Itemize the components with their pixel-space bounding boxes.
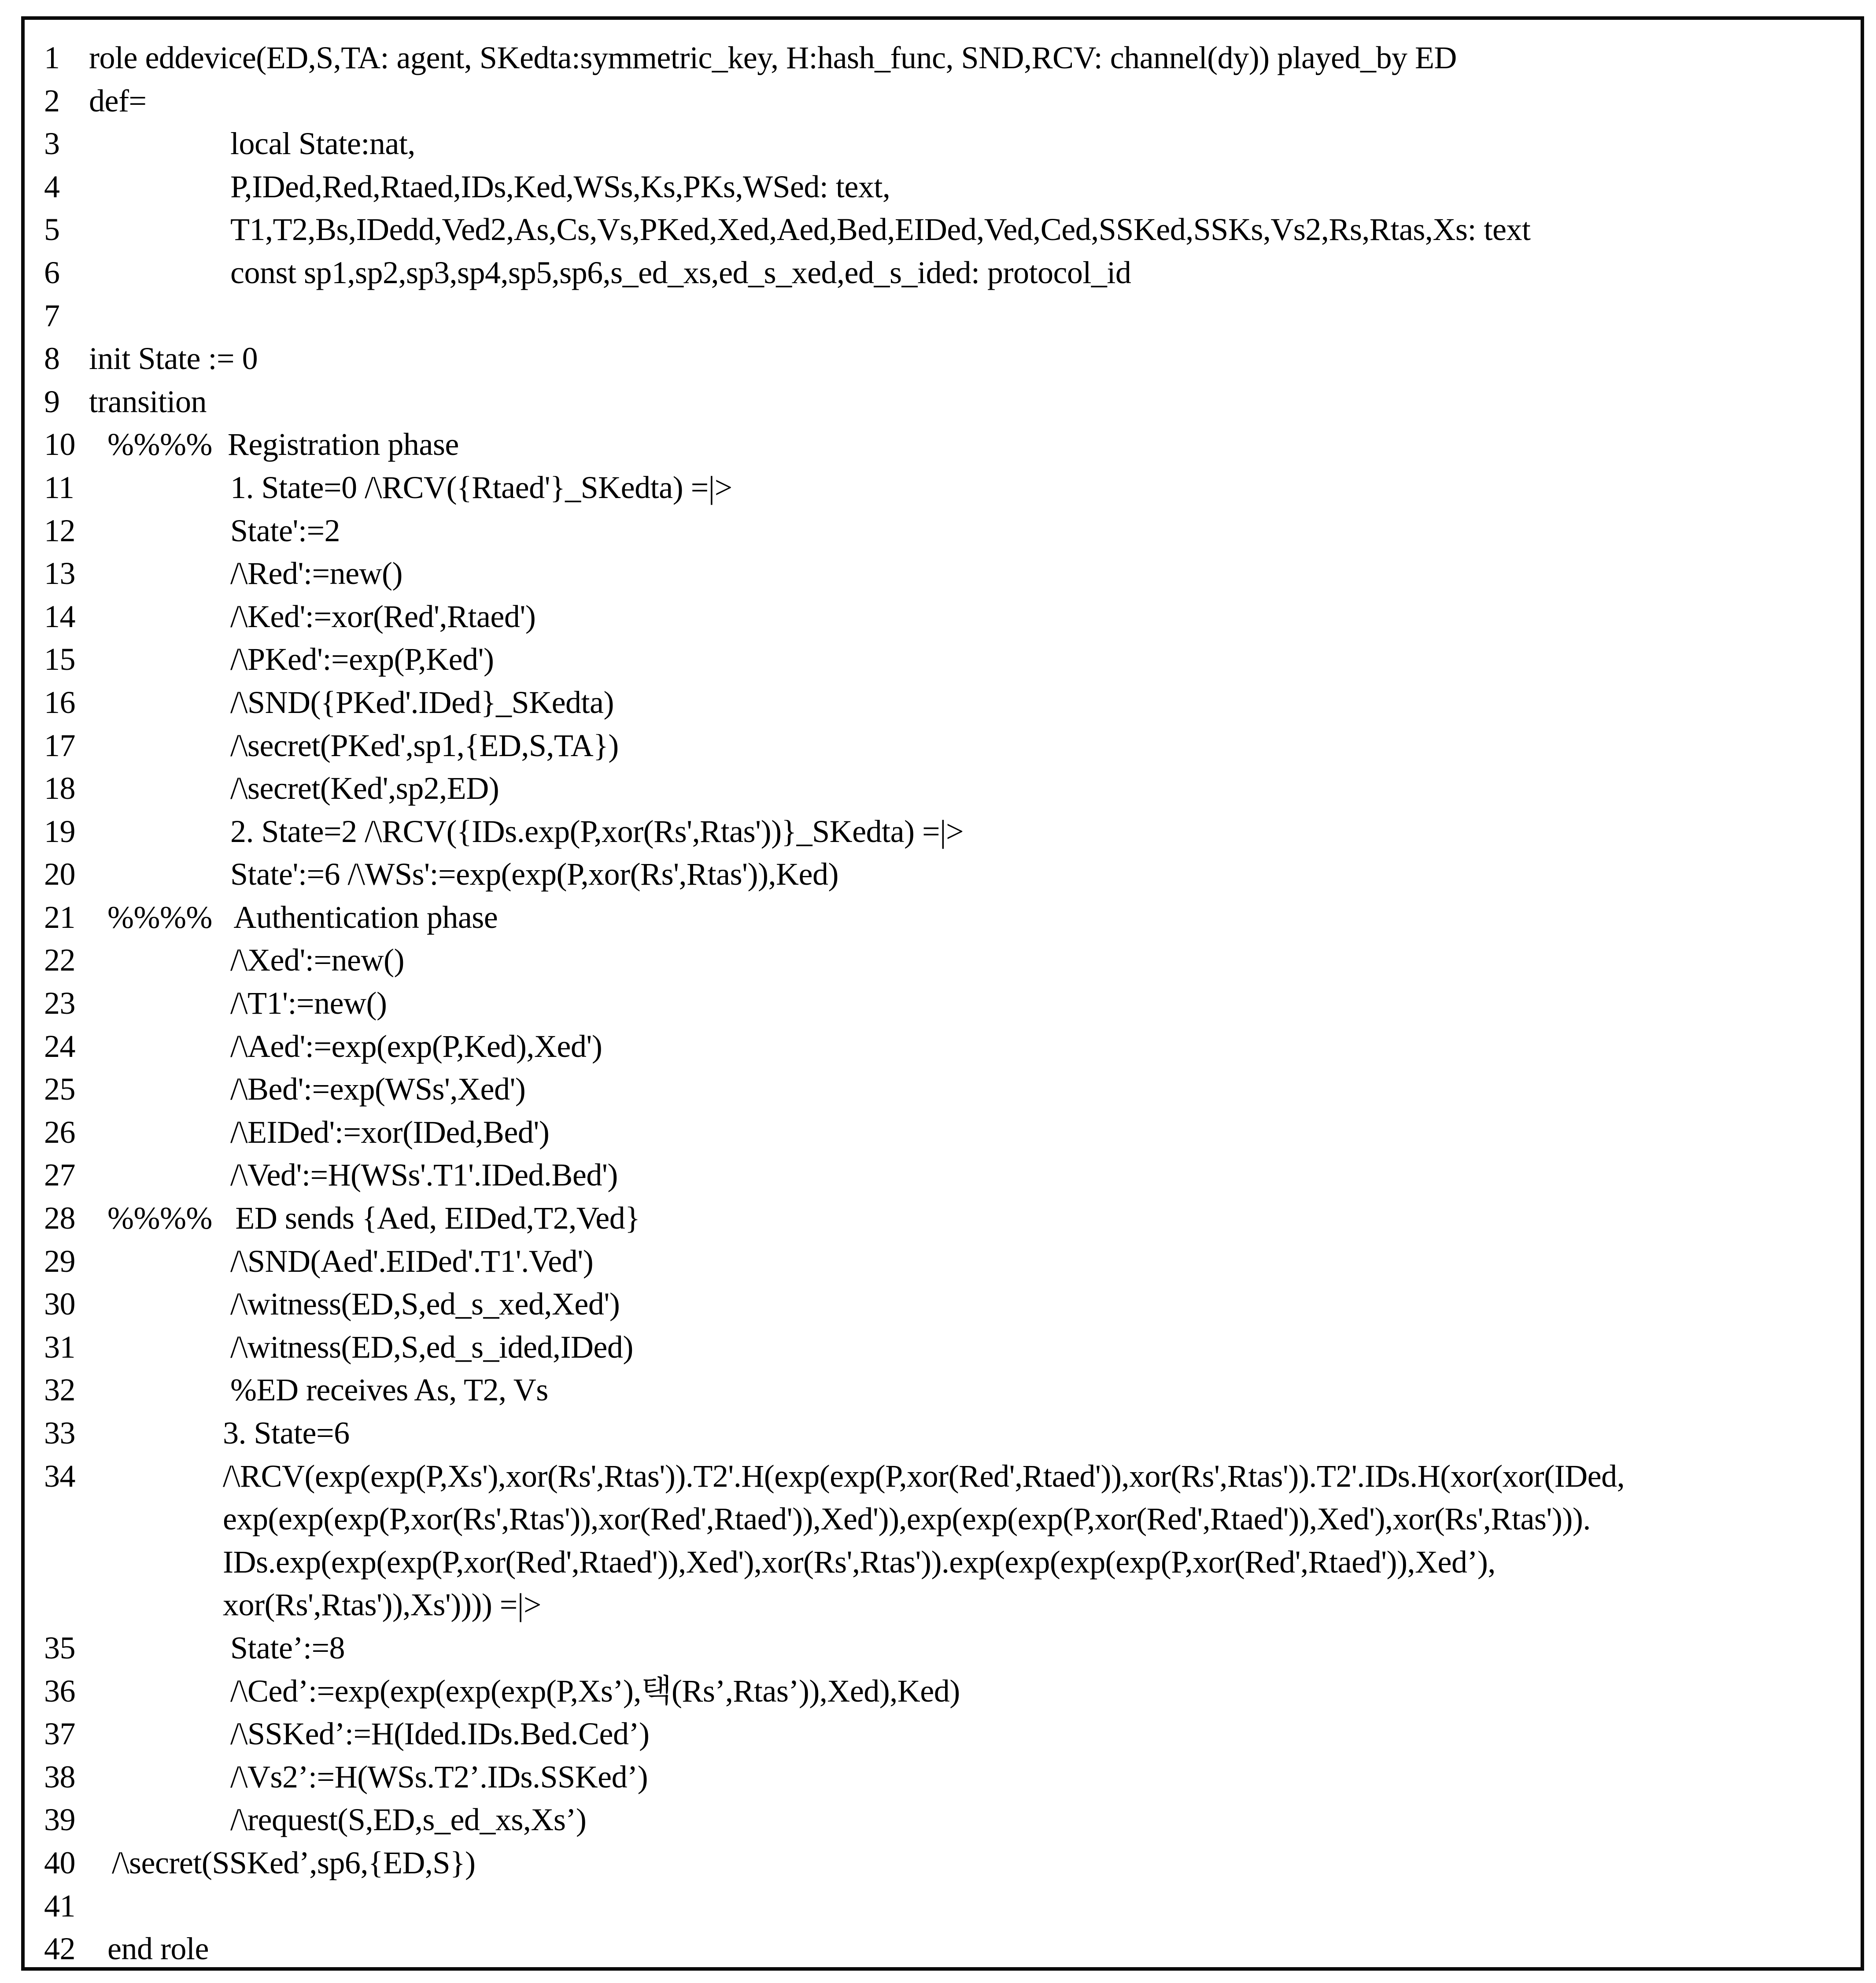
line-number: 19 xyxy=(44,813,75,849)
line-text: /\Bed':=exp(WSs',Xed') xyxy=(230,1071,526,1107)
code-line-14 xyxy=(25,595,1861,639)
section-comment-ed-sends: %%%% ED sends {Aed, EIDed,T2,Ved} xyxy=(107,1200,640,1236)
line-number: 36 xyxy=(44,1673,75,1709)
code-line-33 xyxy=(25,1412,1861,1455)
code-line-42 xyxy=(25,1928,1861,1971)
line-text: IDs.exp(exp(exp(P,xor(Red',Rtaed')),Xed'),xor(Rs',Rtas')).exp(exp(exp(exp(P,xor(Red',Rtaed')),Xed’), xyxy=(223,1544,1496,1580)
line-number: 34 xyxy=(44,1458,75,1494)
line-number: 37 xyxy=(44,1716,75,1752)
code-line-34-cont-3 xyxy=(25,1584,1861,1627)
code-line-34 xyxy=(25,1455,1861,1498)
line-number: 31 xyxy=(44,1329,75,1365)
code-line-29 xyxy=(25,1240,1861,1283)
code-line-36 xyxy=(25,1670,1861,1713)
line-text: /\RCV(exp(exp(P,Xs'),xor(Rs',Rtas')).T2'.H(exp(exp(P,xor(Red',Rtaed')),xor(Rs',Rtas')).T2'.IDs.H(xor(xor(IDed, xyxy=(223,1458,1625,1494)
code-line-32 xyxy=(25,1369,1861,1412)
line-text: T1,T2,Bs,IDedd,Ved2,As,Cs,Vs,PKed,Xed,Aed,Bed,EIDed,Ved,Ced,SSKed,SSKs,Vs2,Rs,Rtas,Xs: text xyxy=(230,212,1531,247)
line-text: 2. State=2 /\RCV({IDs.exp(P,xor(Rs',Rtas'))}_SKedta) =|> xyxy=(230,813,964,849)
code-line-22 xyxy=(25,939,1861,982)
code-line-28 xyxy=(25,1197,1861,1240)
code-line-37 xyxy=(25,1713,1861,1756)
code-line-9 xyxy=(25,380,1861,424)
line-number: 14 xyxy=(44,598,75,634)
code-line-38 xyxy=(25,1756,1861,1799)
code-line-40 xyxy=(25,1842,1861,1885)
line-number: 26 xyxy=(44,1114,75,1150)
line-text: /\EIDed':=xor(IDed,Bed') xyxy=(230,1114,550,1150)
line-text: /\SND({PKed'.IDed}_SKedta) xyxy=(230,684,614,720)
line-text: /\Aed':=exp(exp(P,Ked),Xed') xyxy=(230,1028,602,1064)
line-text: 3. State=6 xyxy=(223,1415,350,1451)
code-line-2 xyxy=(25,80,1861,123)
line-text: transition xyxy=(89,384,207,419)
code-line-8 xyxy=(25,337,1861,380)
line-number: 11 xyxy=(44,469,74,505)
code-line-15 xyxy=(25,638,1861,681)
code-line-12 xyxy=(25,510,1861,553)
code-line-35 xyxy=(25,1627,1861,1670)
line-text: /\witness(ED,S,ed_s_ided,IDed) xyxy=(230,1329,633,1365)
line-text: local State:nat, xyxy=(230,126,415,162)
code-line-20 xyxy=(25,853,1861,896)
code-line-24 xyxy=(25,1025,1861,1068)
line-number: 10 xyxy=(44,427,75,462)
section-comment-registration: %%%% Registration phase xyxy=(107,427,459,462)
code-line-39 xyxy=(25,1798,1861,1842)
line-text: /\Ked':=xor(Red',Rtaed') xyxy=(230,598,536,634)
code-line-34-cont-2 xyxy=(25,1541,1861,1584)
line-text: State':=6 /\WSs':=exp(exp(P,xor(Rs',Rtas')),Ked) xyxy=(230,857,838,892)
line-text: /\Xed':=new() xyxy=(230,942,404,978)
line-number: 12 xyxy=(44,513,75,548)
line-text: /\secret(Ked',sp2,ED) xyxy=(230,771,499,806)
code-line-18 xyxy=(25,767,1861,810)
code-line-10 xyxy=(25,423,1861,466)
line-number: 5 xyxy=(44,212,60,247)
line-text: init State := 0 xyxy=(89,341,258,377)
code-line-34-cont-1 xyxy=(25,1498,1861,1541)
line-text: /\SND(Aed'.EIDed'.T1'.Ved') xyxy=(230,1243,594,1279)
line-text: State':=2 xyxy=(230,513,340,548)
line-number: 40 xyxy=(44,1845,75,1880)
code-line-21 xyxy=(25,896,1861,939)
line-number: 15 xyxy=(44,642,75,677)
line-number: 22 xyxy=(44,942,75,978)
line-text: /\T1':=new() xyxy=(230,986,387,1021)
line-number: 29 xyxy=(44,1243,75,1279)
code-line-1 xyxy=(25,37,1861,80)
line-number: 38 xyxy=(44,1759,75,1795)
code-line-16 xyxy=(25,681,1861,724)
line-text: /\secret(PKed',sp1,{ED,S,TA}) xyxy=(230,727,619,763)
line-text: /\witness(ED,S,ed_s_xed,Xed') xyxy=(230,1286,620,1322)
code-line-4 xyxy=(25,166,1861,209)
line-number: 20 xyxy=(44,857,75,892)
line-number: 17 xyxy=(44,727,75,763)
code-line-6 xyxy=(25,251,1861,295)
line-number: 30 xyxy=(44,1286,75,1322)
line-number: 39 xyxy=(44,1802,75,1838)
line-number: 41 xyxy=(44,1888,75,1924)
code-line-26 xyxy=(25,1111,1861,1154)
code-line-3 xyxy=(25,122,1861,166)
line-number: 7 xyxy=(44,298,60,333)
code-line-7 xyxy=(25,295,1861,338)
line-text: /\request(S,ED,s_ed_xs,Xs’) xyxy=(230,1802,587,1838)
line-text: /\Ced’:=exp(exp(exp(exp(P,Xs’),택(Rs’,Rtas’)),Xed),Ked) xyxy=(230,1673,960,1709)
line-text: /\secret(SSKed’,sp6,{ED,S}) xyxy=(112,1845,476,1880)
line-number: 25 xyxy=(44,1071,75,1107)
code-line-30 xyxy=(25,1283,1861,1326)
code-line-23 xyxy=(25,982,1861,1025)
line-text: xor(Rs',Rtas')),Xs')))) =|> xyxy=(223,1587,541,1623)
line-text: role eddevice(ED,S,TA: agent, SKedta:symmetric_key, H:hash_func, SND,RCV: channel(dy)) played_by ED xyxy=(89,40,1457,75)
line-text: def= xyxy=(89,83,147,118)
code-line-19 xyxy=(25,810,1861,853)
section-comment-authentication: %%%% Authentication phase xyxy=(107,899,498,935)
line-number: 24 xyxy=(44,1028,75,1064)
line-text: P,IDed,Red,Rtaed,IDs,Ked,WSs,Ks,PKs,WSed: text, xyxy=(230,169,890,204)
code-line-11 xyxy=(25,466,1861,510)
line-number: 13 xyxy=(44,556,75,591)
line-number: 42 xyxy=(44,1931,75,1967)
line-number: 32 xyxy=(44,1372,75,1408)
line-text: end role xyxy=(107,1931,209,1967)
line-number: 9 xyxy=(44,384,60,419)
code-line-5 xyxy=(25,208,1861,251)
line-text: exp(exp(exp(P,xor(Rs',Rtas')),xor(Red',Rtaed')),Xed')),exp(exp(exp(P,xor(Red',Rtaed')),Xed'),xor(Rs',Rtas'))). xyxy=(223,1501,1591,1537)
line-number: 3 xyxy=(44,126,60,162)
line-text: /\Vs2’:=H(WSs.T2’.IDs.SSKed’) xyxy=(230,1759,648,1795)
line-text: /\Ved':=H(WSs'.T1'.IDed.Bed') xyxy=(230,1157,618,1193)
line-text: %ED receives As, T2, Vs xyxy=(230,1372,548,1408)
code-listing-frame xyxy=(21,16,1864,1971)
line-text: State’:=8 xyxy=(230,1630,345,1665)
line-number: 4 xyxy=(44,169,60,204)
line-number: 6 xyxy=(44,255,60,290)
line-text: /\Red':=new() xyxy=(230,556,403,591)
line-number: 23 xyxy=(44,986,75,1021)
line-text: const sp1,sp2,sp3,sp4,sp5,sp6,s_ed_xs,ed_s_xed,ed_s_ided: protocol_id xyxy=(230,255,1131,290)
line-number: 28 xyxy=(44,1200,75,1236)
line-number: 33 xyxy=(44,1415,75,1451)
code-line-17 xyxy=(25,724,1861,768)
line-text: /\SSKed’:=H(Ided.IDs.Bed.Ced’) xyxy=(230,1716,650,1752)
line-number: 21 xyxy=(44,899,75,935)
code-line-31 xyxy=(25,1326,1861,1369)
line-number: 2 xyxy=(44,83,60,118)
code-line-27 xyxy=(25,1154,1861,1197)
code-line-13 xyxy=(25,552,1861,595)
code-listing xyxy=(25,37,1861,1971)
line-number: 16 xyxy=(44,684,75,720)
line-number: 8 xyxy=(44,341,60,377)
line-number: 35 xyxy=(44,1630,75,1665)
line-number: 18 xyxy=(44,771,75,806)
line-text: 1. State=0 /\RCV({Rtaed'}_SKedta) =|> xyxy=(230,469,732,505)
code-line-41 xyxy=(25,1885,1861,1928)
line-text: /\PKed':=exp(P,Ked') xyxy=(230,642,494,677)
line-number: 1 xyxy=(44,40,60,75)
line-number: 27 xyxy=(44,1157,75,1193)
code-line-25 xyxy=(25,1068,1861,1111)
